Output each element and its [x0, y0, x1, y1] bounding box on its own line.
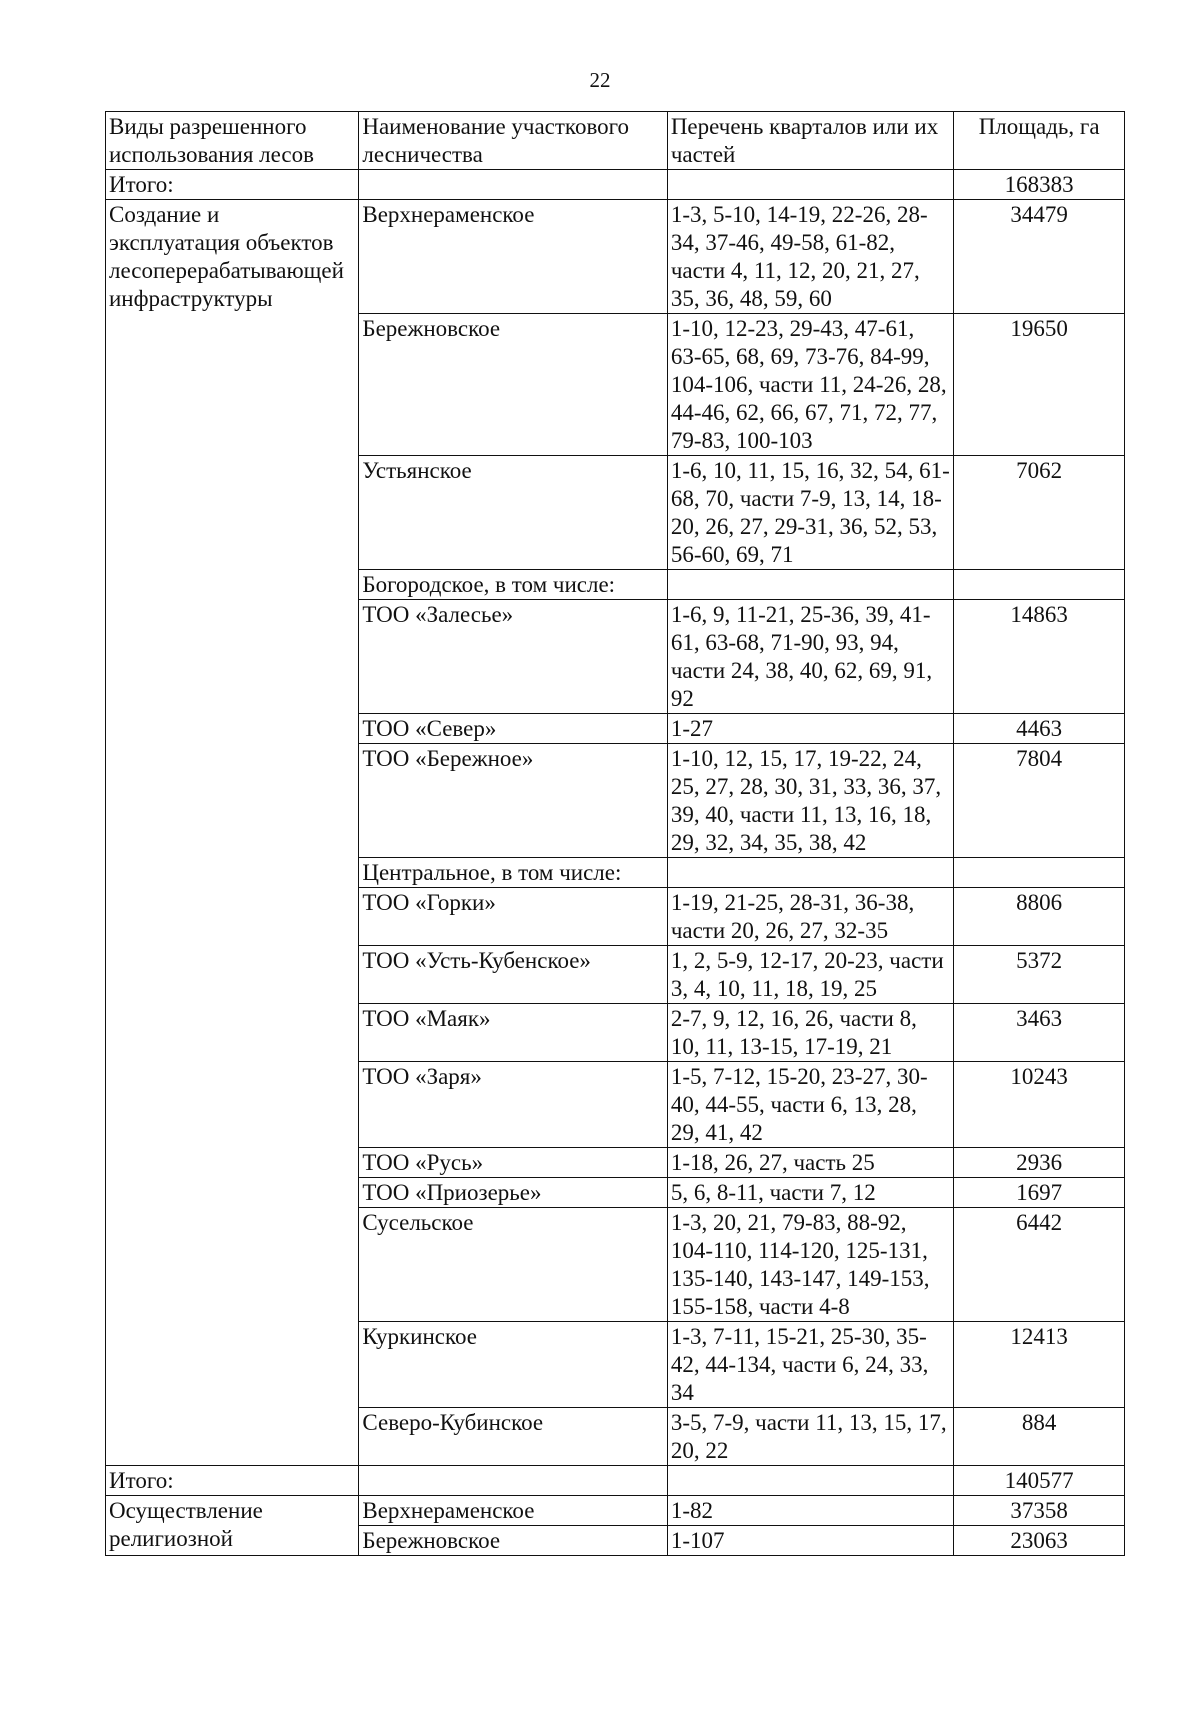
area-value: 1697: [954, 1178, 1125, 1208]
quarters-list: [667, 858, 953, 888]
area-value: 3463: [954, 1004, 1125, 1062]
quarters-list: 1-3, 20, 21, 79-83, 88-92, 104-110, 114-120, 125-131, 135-140, 143-147, 149-153, 155-158, части 4-8: [667, 1208, 953, 1322]
quarters-list: 1-6, 9, 11-21, 25-36, 39, 41-61, 63-68, 71-90, 93, 94, части 24, 38, 40, 62, 69, 91, 92: [667, 600, 953, 714]
forestry-name: ТОО «Усть-Кубенское»: [359, 946, 667, 1004]
header-row: [106, 112, 1125, 170]
forestry-name: Бережновское: [359, 314, 667, 456]
total-label: Итого:: [106, 1466, 359, 1496]
area-value: 19650: [954, 314, 1125, 456]
forestry-name: Центральное, в том числе:: [359, 858, 667, 888]
quarters-list: 1-3, 7-11, 15-21, 25-30, 35-42, 44-134, части 6, 24, 33, 34: [667, 1322, 953, 1408]
quarters-list: 1, 2, 5-9, 12-17, 20-23, части 3, 4, 10, 11, 18, 19, 25: [667, 946, 953, 1004]
forest-use-table: [105, 111, 1125, 1556]
forestry-name: Северо-Кубинское: [359, 1408, 667, 1466]
area-value: 14863: [954, 600, 1125, 714]
empty-cell: [359, 1466, 667, 1496]
empty-cell: [359, 170, 667, 200]
area-value: [954, 570, 1125, 600]
table-row: [106, 200, 1125, 314]
header-quarters: Перечень кварталов или их частей: [667, 112, 953, 170]
quarters-list: 1-10, 12, 15, 17, 19-22, 24, 25, 27, 28, 30, 31, 33, 36, 37, 39, 40, части 11, 13, 16, 18, 29, 32, 34, 35, 38, 42: [667, 744, 953, 858]
forestry-name: Сусельское: [359, 1208, 667, 1322]
empty-cell: [667, 170, 953, 200]
forestry-name: ТОО «Бережное»: [359, 744, 667, 858]
quarters-list: 1-3, 5-10, 14-19, 22-26, 28-34, 37-46, 49-58, 61-82, части 4, 11, 12, 20, 21, 27, 35, 36, 48, 59, 60: [667, 200, 953, 314]
forestry-name: ТОО «Горки»: [359, 888, 667, 946]
forestry-name: ТОО «Маяк»: [359, 1004, 667, 1062]
area-value: 884: [954, 1408, 1125, 1466]
quarters-list: 1-5, 7-12, 15-20, 23-27, 30-40, 44-55, части 6, 13, 28, 29, 41, 42: [667, 1062, 953, 1148]
quarters-list: 1-82: [667, 1496, 953, 1526]
area-value: 10243: [954, 1062, 1125, 1148]
quarters-list: 2-7, 9, 12, 16, 26, части 8, 10, 11, 13-15, 17-19, 21: [667, 1004, 953, 1062]
forestry-name: ТОО «Залесье»: [359, 600, 667, 714]
forestry-name: Куркинское: [359, 1322, 667, 1408]
page-number: 22: [589, 68, 611, 92]
area-value: 23063: [954, 1526, 1125, 1556]
area-value: 2936: [954, 1148, 1125, 1178]
area-value: 7804: [954, 744, 1125, 858]
total-area: 140577: [954, 1466, 1125, 1496]
total-label: Итого:: [106, 170, 359, 200]
total-row: [106, 1466, 1125, 1496]
forestry-name: Богородское, в том числе:: [359, 570, 667, 600]
quarters-list: [667, 570, 953, 600]
quarters-list: 1-10, 12-23, 29-43, 47-61, 63-65, 68, 69, 73-76, 84-99, 104-106, части 11, 24-26, 28, 44-46, 62, 66, 67, 71, 72, 77, 79-83, 100-103: [667, 314, 953, 456]
forestry-name: ТОО «Север»: [359, 714, 667, 744]
use-type-cell: Создание и эксплуатация объектов лесоперерабатывающей инфраструктуры: [106, 200, 359, 1466]
empty-cell: [667, 1466, 953, 1496]
forestry-name: ТОО «Приозерье»: [359, 1178, 667, 1208]
forestry-name: Бережновское: [359, 1526, 667, 1556]
forestry-name: Устьянское: [359, 456, 667, 570]
forestry-name: Верхнераменское: [359, 200, 667, 314]
forestry-name: Верхнераменское: [359, 1496, 667, 1526]
quarters-list: 1-27: [667, 714, 953, 744]
area-value: 4463: [954, 714, 1125, 744]
area-value: 8806: [954, 888, 1125, 946]
quarters-list: 5, 6, 8-11, части 7, 12: [667, 1178, 953, 1208]
quarters-list: 1-6, 10, 11, 15, 16, 32, 54, 61-68, 70, части 7-9, 13, 14, 18-20, 26, 27, 29-31, 36, 52, 53, 56-60, 69, 71: [667, 456, 953, 570]
forestry-name: ТОО «Русь»: [359, 1148, 667, 1178]
use-type-cell: Осуществление религиозной: [106, 1496, 359, 1556]
forestry-name: ТОО «Заря»: [359, 1062, 667, 1148]
table-row: [106, 1496, 1125, 1526]
area-value: 6442: [954, 1208, 1125, 1322]
quarters-list: 3-5, 7-9, части 11, 13, 15, 17, 20, 22: [667, 1408, 953, 1466]
header-area: Площадь, га: [954, 112, 1125, 170]
area-value: [954, 858, 1125, 888]
total-area: 168383: [954, 170, 1125, 200]
area-value: 37358: [954, 1496, 1125, 1526]
header-forestry: Наименование участкового лесничества: [359, 112, 667, 170]
quarters-list: 1-19, 21-25, 28-31, 36-38, части 20, 26, 27, 32-35: [667, 888, 953, 946]
area-value: 7062: [954, 456, 1125, 570]
area-value: 12413: [954, 1322, 1125, 1408]
header-use: Виды разрешенного использования лесов: [106, 112, 359, 170]
area-value: 34479: [954, 200, 1125, 314]
quarters-list: 1-107: [667, 1526, 953, 1556]
area-value: 5372: [954, 946, 1125, 1004]
total-row: [106, 170, 1125, 200]
quarters-list: 1-18, 26, 27, часть 25: [667, 1148, 953, 1178]
